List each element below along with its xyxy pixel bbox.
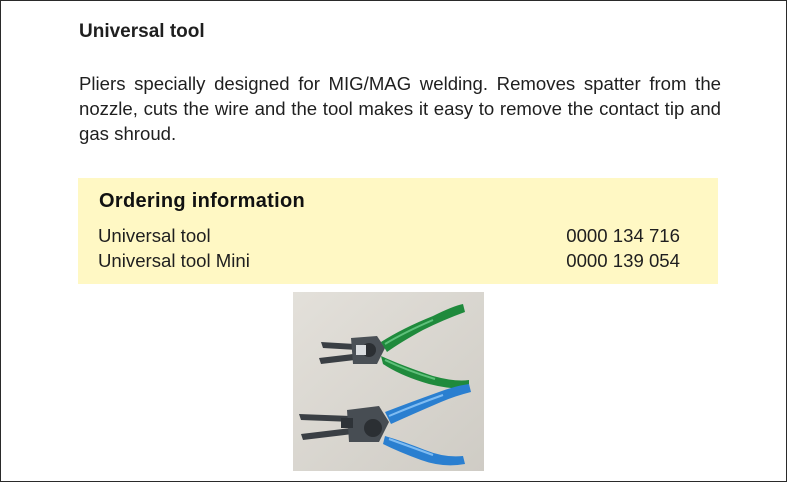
order-item-number: 0000 134 716 <box>566 225 680 246</box>
pliers-illustration <box>293 292 484 471</box>
product-description: Pliers specially designed for MIG/MAG welding. Removes spatter from the nozzle, cuts the wire and the tool makes it easy to remove the contact tip and gas shroud. <box>79 73 721 144</box>
ordering-information-box <box>78 178 718 284</box>
section-heading: Universal tool <box>79 21 205 42</box>
pliers-photo <box>293 292 484 471</box>
ordering-title: Ordering information <box>99 190 305 212</box>
order-item-name: Universal tool Mini <box>98 250 250 271</box>
order-item-name: Universal tool <box>98 225 211 246</box>
order-item-number: 0000 139 054 <box>566 250 680 271</box>
